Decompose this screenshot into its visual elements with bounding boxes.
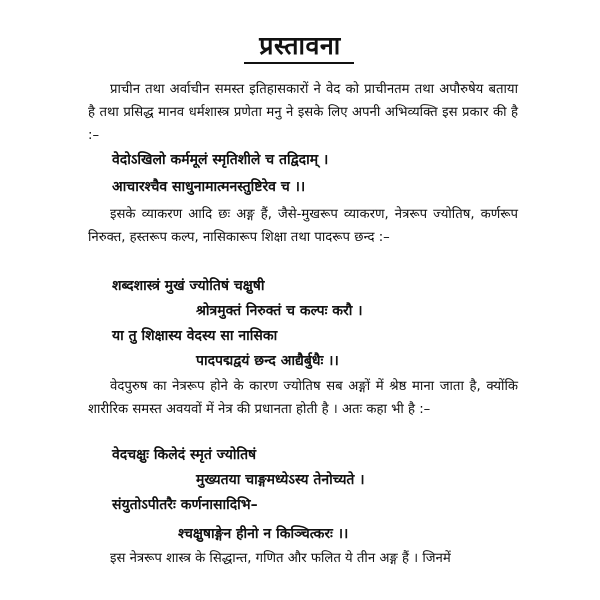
paragraph-intro: प्राचीन तथा अर्वाचीन समस्त इतिहासकारों ने वेद को प्राचीनतम तथा अपौरुषेय बताया है तथा प्रसिद्ध मानव धर्मशास्त्र प्रणेता मनु ने इसके लिए अपनी अभिव्यक्ति इस प्रकार की है :– [88, 82, 518, 143]
verse-1-line-2: आचारश्चैव साधुनामात्मनस्तुष्टिरेव च ।। [112, 179, 306, 195]
verse-2-line-4: पादपद्मद्वयं छन्द आद्यैर्बुधैः ।। [196, 353, 339, 369]
paragraph-angas: इसके व्याकरण आदि छः अङ्ग हैं, जैसे-मुखरूप व्याकरण, नेत्ररूप ज्योतिष, कर्णरूप निरुक्त, हस्तरूप कल्प, नासिकारूप शिक्षा तथा पादरूप छन्द :– [88, 207, 518, 245]
verse-2-line-2: श्रोत्रमुक्तं निरुक्तं च कल्पः करौ । [196, 303, 363, 319]
paragraph-jyotisha: वेदपुरुष का नेत्ररूप होने के कारण ज्योतिष सब अङ्गों में श्रेष्ठ माना जाता है, क्योंकि शारीरिक समस्त अवयवों में नेत्र की प्रधानता होती है । अतः कहा भी है :– [88, 379, 518, 417]
verse-1-line-1: वेदोऽखिलो कर्ममूलं स्मृतिशीले च तद्विदाम् । [112, 152, 329, 168]
title-underline [244, 62, 354, 64]
page-title: प्रस्तावना [259, 31, 341, 60]
verse-2-line-3: या तु शिक्षास्य वेदस्य सा नासिका [112, 328, 278, 344]
verse-3-line-4: श्चक्षुषाङ्गेन हीनो न किञ्चित्करः ।। [178, 526, 349, 542]
verse-3-line-3: संयुतोऽपीतरैः कर्णनासादिभि– [112, 497, 258, 513]
verse-3-line-2: मुख्यतया चाङ्गमध्येऽस्य तेनोच्यते । [196, 472, 365, 488]
verse-2-line-1: शब्दशास्त्रं मुखं ज्योतिषं चक्षुषी [112, 278, 265, 294]
paragraph-three-angas: इस नेत्ररूप शास्त्र के सिद्धान्त, गणित और फलित ये तीन अङ्ग हैं । जिनमें [110, 551, 451, 566]
verse-3-line-1: वेदचक्षुः किलेदं स्मृतं ज्योतिषं [112, 447, 257, 463]
